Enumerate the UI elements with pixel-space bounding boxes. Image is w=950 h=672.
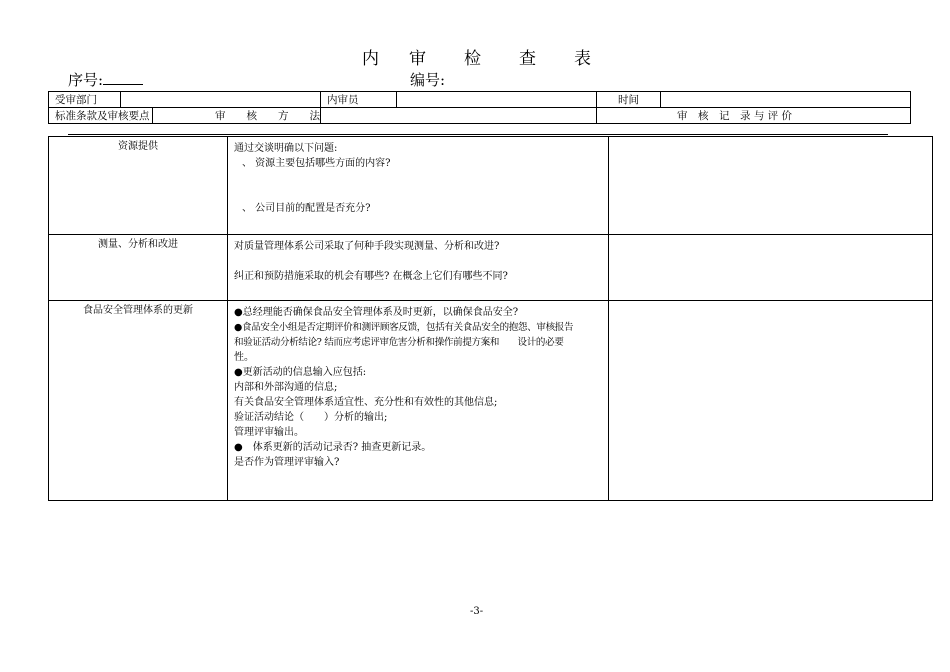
method-line: 有关食品安全管理体系适宜性、充分性和有效性的其他信息; (234, 397, 498, 408)
method-column-header (321, 108, 597, 124)
page-number: -3- (470, 606, 484, 617)
method-line: 通过交谈明确以下问题: (234, 143, 338, 154)
method-gap (234, 171, 602, 201)
auditor-label: 内审员 (321, 92, 397, 108)
clause-cell: 食品安全管理体系的更新 (49, 301, 228, 501)
method-line: 是否作为管理评审输入? (234, 457, 340, 468)
method-line: ● 体系更新的活动记录否? 抽查更新记录。 (234, 442, 432, 453)
clause-label: 标准条款及审核要点 (49, 108, 153, 123)
record-cell (609, 235, 933, 301)
title-char: 检 (464, 49, 481, 69)
number-label: 编号: (410, 71, 446, 89)
method-cell (228, 235, 609, 301)
time-label: 时间 (597, 92, 661, 108)
title-char: 内 (362, 49, 379, 69)
method-cell (228, 137, 609, 235)
method-line: 、 公司目前的配置是否充分? (242, 203, 371, 214)
serial-blank (103, 70, 143, 85)
method-line: ●总经理能否确保食品安全管理体系及时更新，以确保食品安全? (234, 307, 519, 318)
clause-column-header (49, 108, 321, 124)
record-label: 审 核 记 录 与 评 价 (677, 110, 793, 122)
method-line: ●食品安全小组是否定期评价和测评顾客反馈，包括有关食品安全的抱怨、审核报告 (234, 322, 574, 333)
document-title (362, 44, 602, 69)
auditor-value (397, 92, 597, 108)
method-label: 审 核 方 法 (215, 110, 320, 122)
method-gap (234, 254, 602, 269)
header-row-columns (49, 108, 911, 124)
time-value (661, 92, 911, 108)
record-cell (609, 301, 933, 501)
audit-table (48, 136, 933, 501)
method-line: 性。 (234, 352, 254, 363)
separator-line (68, 134, 888, 135)
serial-field (68, 69, 143, 90)
audited-dept-label: 受审部门 (49, 92, 121, 108)
number-field (410, 69, 445, 90)
clause-cell: 资源提供 (49, 137, 228, 235)
title-char: 表 (574, 49, 591, 69)
title-char: 审 (409, 49, 426, 69)
title-char: 查 (519, 49, 536, 69)
method-line: 管理评审输出。 (234, 427, 304, 438)
method-line: 验证活动结论（ ）分析的输出; (234, 412, 388, 423)
method-line: ●更新活动的信息输入应包括: (234, 367, 367, 378)
method-line: 内部和外部沟通的信息; (234, 382, 338, 393)
method-line: 对质量管理体系公司采取了何种手段实现测量、分析和改进? (234, 241, 500, 252)
table-row (49, 301, 933, 501)
record-column-header (597, 108, 911, 124)
method-line: 、 资源主要包括哪些方面的内容? (242, 158, 391, 169)
method-line: 纠正和预防措施采取的机会有哪些? 在概念上它们有哪些不同? (234, 271, 508, 282)
method-line: 和验证活动分析结论? 结而应考虑评审危害分析和操作前提方案和 设计的必要 (234, 337, 564, 348)
method-cell (228, 301, 609, 501)
audited-dept-value (121, 92, 321, 108)
header-table (48, 91, 911, 124)
table-row (49, 235, 933, 301)
serial-label: 序号: (68, 71, 104, 89)
header-row-dept (49, 92, 911, 108)
clause-cell: 测量、分析和改进 (49, 235, 228, 301)
record-cell (609, 137, 933, 235)
table-row (49, 137, 933, 235)
